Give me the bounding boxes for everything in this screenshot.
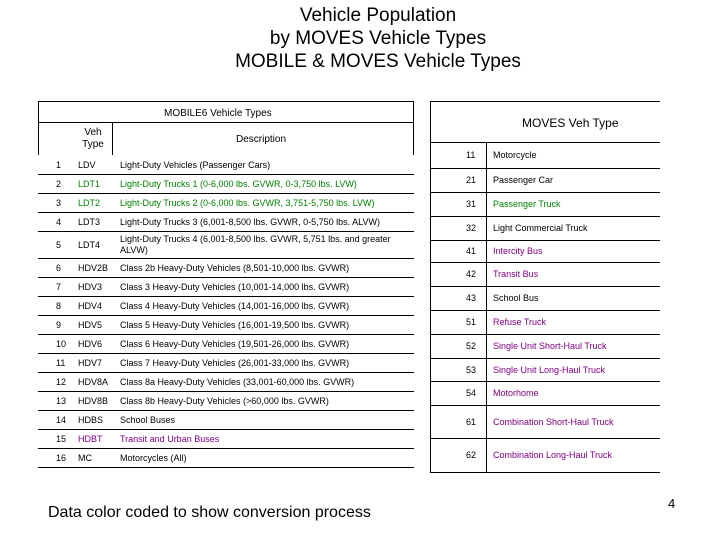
row-separator: [38, 315, 414, 316]
mobile6-row-description: School Buses: [120, 414, 176, 425]
mobile6-table-right-border: [413, 101, 414, 155]
moves-row-number: 31: [466, 199, 477, 209]
row-separator: [38, 410, 414, 411]
row-separator: [38, 212, 414, 213]
mobile6-table-left-border: [38, 101, 39, 155]
mobile6-row-description: Light-Duty Vehicles (Passenger Cars): [120, 159, 271, 170]
moves-table-left-border: [430, 142, 431, 472]
moves-row-name: Combination Long-Haul Truck: [493, 450, 613, 460]
slide-title: [0, 4, 720, 73]
moves-row-number: 61: [466, 416, 477, 427]
moves-row-number: 53: [466, 364, 477, 375]
moves-row-name: Intercity Bus: [493, 246, 543, 256]
mobile6-row-number: 3: [56, 197, 62, 208]
moves-row-separator: [430, 262, 660, 263]
row-separator: [38, 334, 414, 335]
mobile6-row-number: 6: [56, 262, 62, 273]
moves-row-name: Refuse Truck: [493, 317, 547, 327]
mobile6-row-description: Class 8a Heavy-Duty Vehicles (33,001-60,000 lbs. GVWR): [120, 376, 355, 387]
moves-row-name: Passenger Truck: [493, 199, 561, 209]
mobile6-row-number: 5: [56, 239, 62, 250]
footer-note: Data color coded to show conversion process: [48, 504, 371, 521]
row-separator: [38, 448, 414, 449]
mobile6-heading-divider: [38, 122, 414, 123]
moves-row-number: 51: [466, 317, 477, 327]
mobile6-row-number: 9: [56, 319, 62, 330]
mobile6-row-code: HDV8B: [78, 395, 109, 406]
mobile6-row-number: 14: [56, 414, 67, 425]
moves-row-name: Single Unit Long-Haul Truck: [493, 364, 606, 375]
mobile6-row-description: Motorcycles (All): [120, 452, 187, 463]
mobile6-row-code: HDV7: [78, 357, 103, 368]
moves-row-separator: [430, 168, 660, 169]
moves-row-separator: [430, 192, 660, 193]
mobile6-table-top-border: [38, 101, 414, 102]
mobile6-row-number: 2: [56, 178, 62, 189]
mobile6-row-description: Light-Duty Trucks 1 (0-6,000 lbs. GVWR, 0-3,750 lbs. LVW): [120, 178, 357, 189]
moves-row-number: 52: [466, 341, 477, 351]
description-column-header: Description: [236, 134, 287, 145]
mobile6-row-code: HDBT: [78, 433, 103, 444]
mobile6-row-number: 10: [56, 338, 67, 349]
title-line-3: MOBILE & MOVES Vehicle Types: [235, 51, 521, 72]
mobile6-row-number: 16: [56, 452, 67, 463]
mobile6-row-code: MC: [78, 452, 92, 463]
veh-type-column-header: Veh Type: [82, 127, 104, 150]
mobile6-row-code: HDV3: [78, 281, 103, 292]
mobile6-row-code: HDBS: [78, 414, 104, 425]
moves-table-top-border: [430, 101, 660, 102]
moves-row-name: Light Commercial Truck: [493, 223, 588, 233]
moves-row-number: 43: [466, 293, 477, 303]
mobile6-row-description: Light-Duty Trucks 4 (6,001-8,500 lbs. GVWR, 5,751 lbs. and greater ALVW): [120, 234, 391, 255]
moves-row-name: Motorhome: [493, 388, 539, 398]
mobile6-row-number: 8: [56, 300, 62, 311]
moves-row-number: 11: [466, 150, 476, 160]
row-separator: [38, 391, 414, 392]
mobile6-row-description: Class 4 Heavy-Duty Vehicles (14,001-16,000 lbs. GVWR): [120, 300, 350, 311]
row-separator: [38, 372, 414, 373]
mobile6-row-code: LDT2: [78, 197, 101, 208]
moves-row-separator: [430, 334, 660, 335]
mobile6-row-number: 12: [56, 376, 67, 387]
mobile6-row-code: HDV2B: [78, 262, 109, 273]
mobile6-row-number: 13: [56, 395, 67, 406]
mobile6-row-description: Class 8b Heavy-Duty Vehicles (>60,000 lbs. GVWR): [120, 395, 329, 406]
row-separator: [38, 174, 414, 175]
mobile6-row-code: HDV5: [78, 319, 103, 330]
moves-row-separator: [430, 142, 660, 143]
row-separator: [38, 193, 414, 194]
moves-row-name: Motorcycle: [493, 150, 537, 160]
moves-row-name: School Bus: [493, 293, 539, 303]
moves-row-number: 32: [466, 223, 477, 233]
row-separator: [38, 429, 414, 430]
moves-column-divider: [486, 142, 487, 472]
row-separator: [38, 353, 414, 354]
page-number: 4: [668, 496, 676, 511]
moves-row-name: Transit Bus: [493, 269, 539, 279]
moves-table-left-border: [430, 101, 431, 142]
moves-row-separator: [430, 472, 660, 473]
mobile6-row-description: Transit and Urban Buses: [120, 433, 220, 444]
row-separator: [38, 467, 414, 468]
title-line-2: by MOVES Vehicle Types: [269, 28, 487, 49]
mobile6-row-number: 7: [56, 281, 62, 292]
moves-row-number: 54: [466, 388, 477, 398]
moves-row-separator: [430, 438, 660, 439]
moves-row-name: Single Unit Short-Haul Truck: [493, 341, 607, 351]
mobile6-row-code: LDT1: [78, 178, 101, 189]
mobile6-row-code: LDT4: [78, 239, 101, 250]
mobile6-row-number: 15: [56, 433, 67, 444]
moves-row-separator: [430, 216, 660, 217]
moves-row-separator: [430, 381, 660, 382]
mobile6-row-number: 11: [56, 357, 66, 368]
row-separator: [38, 231, 414, 232]
mobile6-row-description: Class 2b Heavy-Duty Vehicles (8,501-10,000 lbs. GVWR): [120, 262, 350, 273]
row-separator: [38, 258, 414, 259]
mobile6-row-code: LDV: [78, 159, 96, 170]
mobile6-row-description: Light-Duty Trucks 3 (6,001-8,500 lbs. GVWR, 0-5,750 lbs. ALVW): [120, 216, 380, 227]
moves-row-name: Passenger Car: [493, 175, 554, 185]
mobile6-row-number: 1: [56, 159, 62, 170]
row-separator: [38, 296, 414, 297]
mobile6-row-code: HDV6: [78, 338, 103, 349]
mobile6-heading: MOBILE6 Vehicle Types: [164, 108, 272, 119]
mobile6-column-divider: [112, 122, 113, 155]
mobile6-row-code: HDV4: [78, 300, 103, 311]
mobile6-row-number: 4: [56, 216, 62, 227]
mobile6-row-code: LDT3: [78, 216, 101, 227]
moves-row-number: 21: [466, 175, 477, 185]
mobile6-row-code: HDV8A: [78, 376, 109, 387]
row-separator: [38, 277, 414, 278]
moves-row-number: 62: [466, 450, 477, 460]
moves-row-name: Combination Short-Haul Truck: [493, 416, 614, 427]
moves-row-separator: [430, 405, 660, 406]
mobile6-row-description: Light-Duty Trucks 2 (0-6,000 lbs. GVWR, 3,751-5,750 lbs. LVW): [120, 197, 375, 208]
mobile6-row-description: Class 7 Heavy-Duty Vehicles (26,001-33,000 lbs. GVWR): [120, 357, 350, 368]
moves-row-separator: [430, 240, 660, 241]
mobile6-row-description: Class 3 Heavy-Duty Vehicles (10,001-14,000 lbs. GVWR): [120, 281, 350, 292]
moves-row-separator: [430, 310, 660, 311]
moves-row-separator: [430, 286, 660, 287]
moves-row-number: 42: [466, 269, 477, 279]
moves-row-separator: [430, 358, 660, 359]
title-line-1: Vehicle Population: [299, 5, 457, 26]
moves-row-number: 41: [466, 246, 477, 256]
moves-heading: MOVES Veh Type: [522, 116, 619, 130]
mobile6-row-description: Class 5 Heavy-Duty Vehicles (16,001-19,500 lbs. GVWR): [120, 319, 350, 330]
mobile6-row-description: Class 6 Heavy-Duty Vehicles (19,501-26,000 lbs. GVWR): [120, 338, 350, 349]
